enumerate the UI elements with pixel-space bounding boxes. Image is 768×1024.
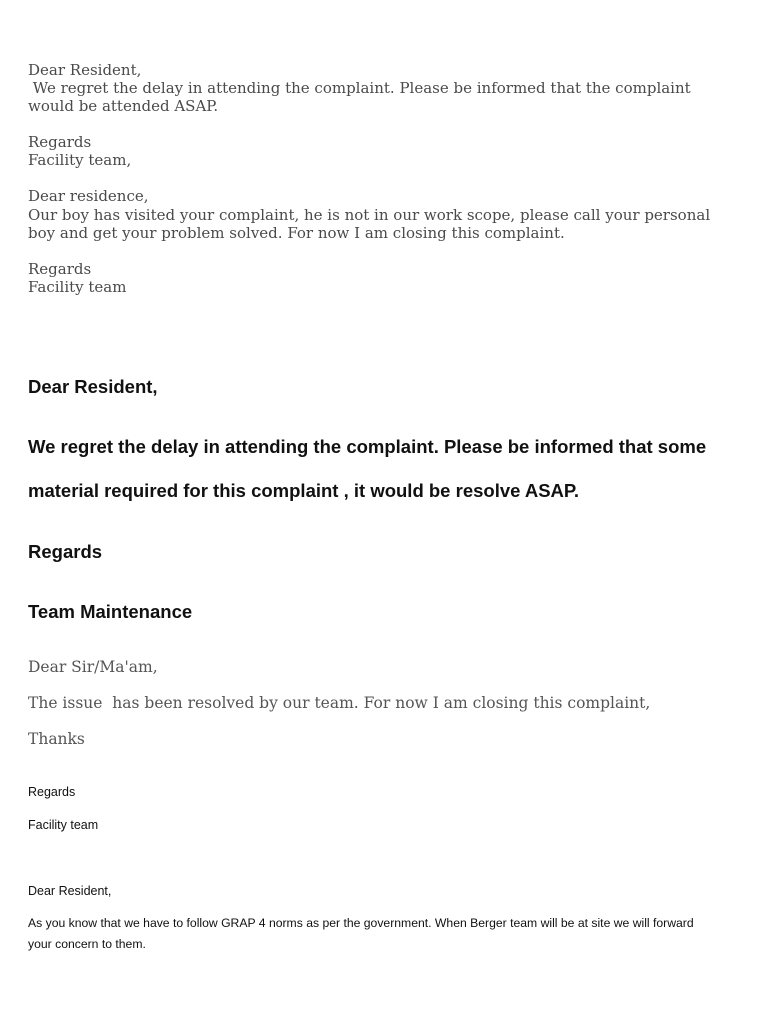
block1-body-line1: We regret the delay in attending the complaint. Please be informed that the complaint (28, 79, 691, 97)
block5-greeting: Dear Resident, (28, 884, 112, 898)
block4-greeting: Dear Sir/Ma'am, (28, 658, 158, 676)
block3-greeting: Dear Resident, (28, 376, 158, 397)
block1-greeting: Dear Resident, (28, 61, 142, 79)
block5-body-line2: your concern to them. (28, 937, 146, 951)
block1-regards: Regards (28, 133, 92, 151)
block3-signature: Team Maintenance (28, 601, 193, 622)
block3-body-line1: We regret the delay in attending the complaint. Please be informed that some (28, 436, 707, 457)
block1-signature: Facility team, (28, 151, 132, 169)
block3-regards: Regards (28, 541, 103, 562)
block1-body-line2: would be attended ASAP. (28, 97, 219, 115)
block3-body-line2: material required for this complaint , it would be resolve ASAP. (28, 480, 580, 501)
block2-body-line1: Our boy has visited your complaint, he is not in our work scope, please call your personal (28, 206, 711, 224)
block2-body-line2: boy and get your problem solved. For now I am closing this complaint. (28, 224, 565, 242)
block2-regards: Regards (28, 260, 92, 278)
block2-signature: Facility team (28, 278, 127, 296)
block2-greeting: Dear residence, (28, 187, 149, 205)
block5-body-line1: As you know that we have to follow GRAP 4 norms as per the government. When Berger team will be at site we will forward (28, 916, 694, 930)
block4-body: The issue has been resolved by our team. For now I am closing this complaint, (28, 694, 651, 712)
block4-thanks: Thanks (28, 730, 85, 748)
block4-regards: Regards (28, 785, 76, 799)
block4-signature: Facility team (28, 818, 99, 832)
